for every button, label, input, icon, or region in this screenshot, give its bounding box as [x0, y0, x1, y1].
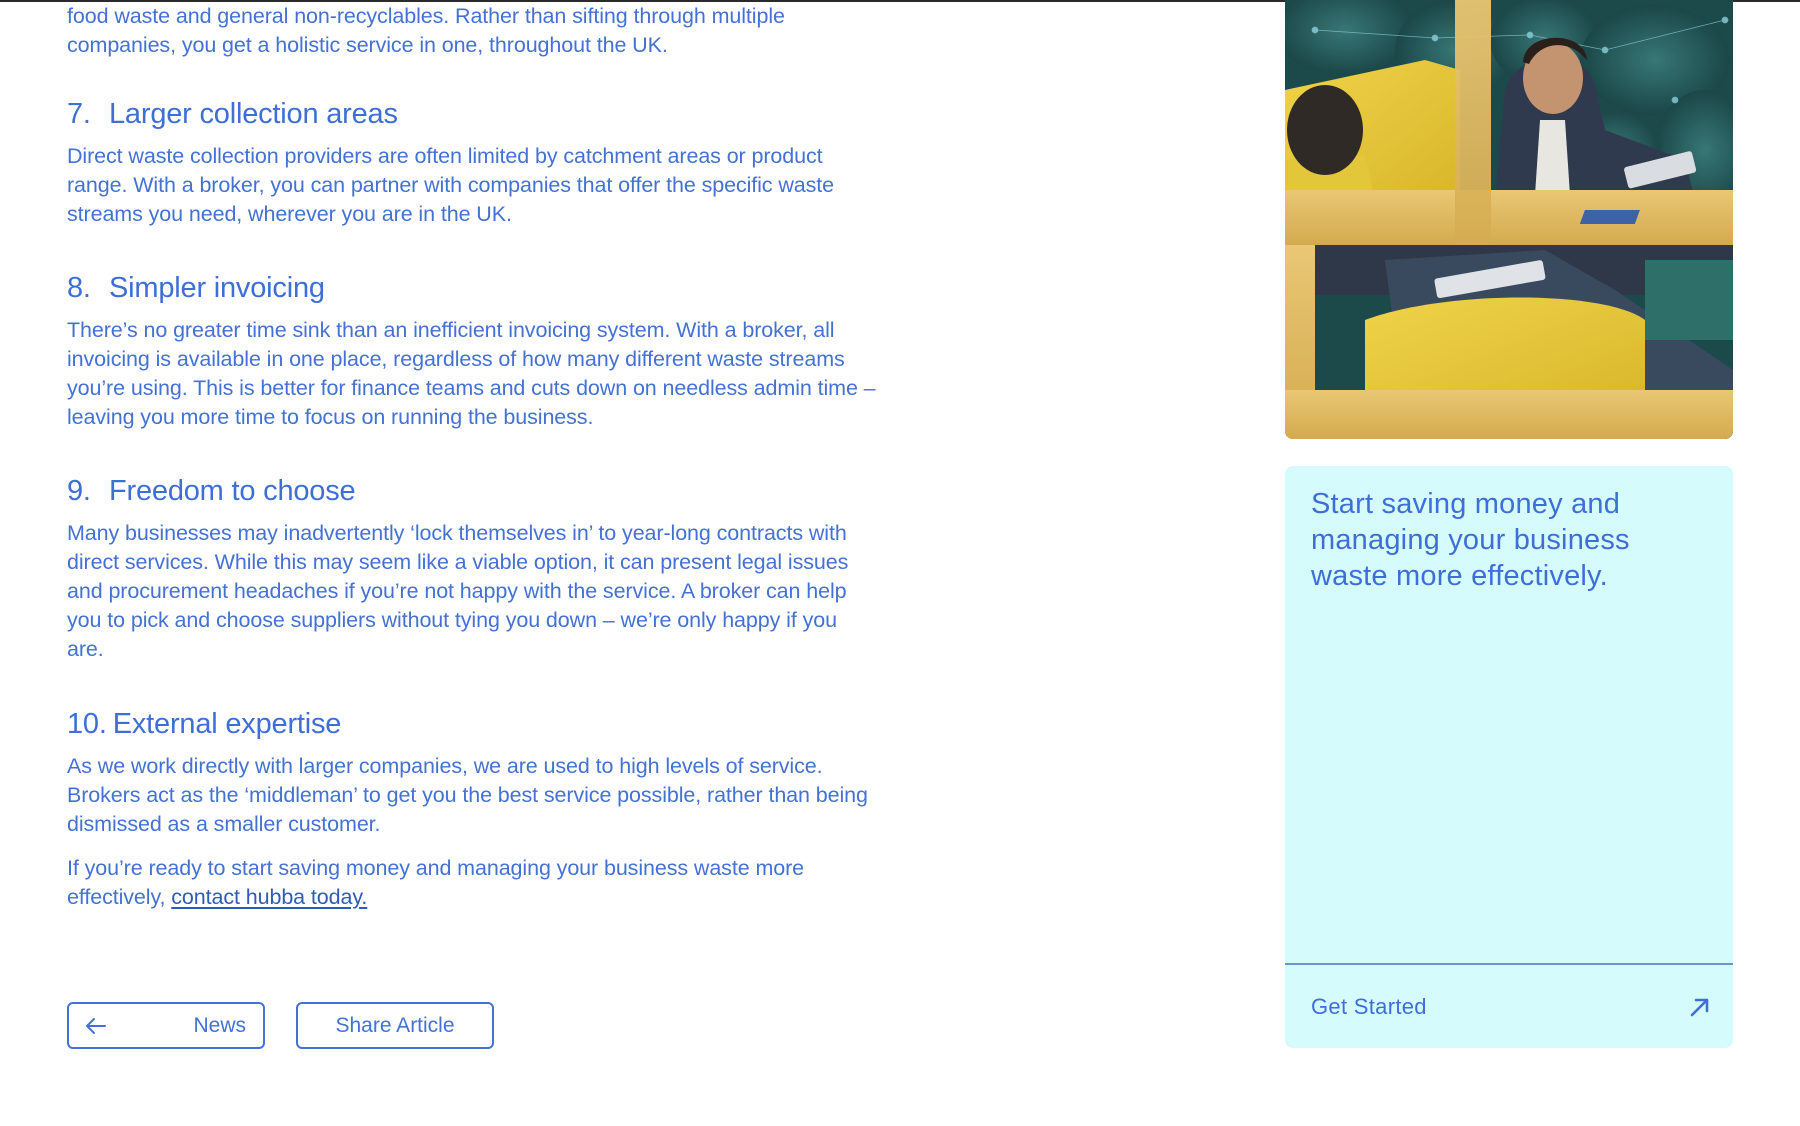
share-article-button[interactable] — [296, 1002, 494, 1049]
intro-paragraph: food waste and general non-recyclables. Rather than sifting through multiple companies, you get a holistic service in one, throughout the UK. — [67, 4, 785, 57]
section-body: As we work directly with larger companies, we are used to high levels of service. Brokers act as the ‘middleman’ to get you the best service possible, rather than being dismissed as a smaller customer. — [67, 754, 868, 836]
section-title: Freedom to choose — [109, 475, 356, 507]
share-button-label: Share Article — [335, 1013, 455, 1037]
contact-hubba-link[interactable]: contact hubba today. — [171, 885, 368, 909]
closing-text: If you’re ready to start saving money and managing your business waste more effectively, — [67, 856, 805, 909]
office-photo-illustration — [1285, 0, 1733, 439]
cta-card — [1285, 466, 1733, 1048]
section-body: Direct waste collection providers are often limited by catchment areas or product range. With a broker, you can partner with companies that offer the specific waste streams you need, wherever you are in the UK. — [67, 144, 834, 226]
section-simpler-invoicing — [67, 271, 887, 432]
section-number: 7. — [67, 98, 91, 130]
section-body: There’s no greater time sink than an inefficient invoicing system. With a broker, all invoicing is available in one place, regardless of how many different waste streams you’re using. This is better for finance teams and cuts down on needless admin time – leaving you more time to focus on running the business. — [67, 318, 876, 429]
section-heading — [67, 474, 887, 508]
section-heading — [67, 97, 887, 131]
arrow-up-right-icon — [1689, 996, 1711, 1018]
section-freedom-to-choose — [67, 474, 887, 664]
arrow-left-icon — [85, 1017, 107, 1035]
section-title: Simpler invoicing — [109, 272, 325, 304]
section-number: 9. — [67, 475, 91, 507]
get-started-link[interactable] — [1285, 965, 1733, 1048]
section-heading — [67, 271, 887, 305]
closing-paragraph — [67, 854, 872, 912]
back-to-news-button[interactable] — [67, 1002, 265, 1049]
section-title: Larger collection areas — [109, 98, 398, 130]
section-number: 8. — [67, 272, 91, 304]
section-heading — [67, 707, 887, 741]
section-larger-collection-areas — [67, 97, 887, 229]
section-number: 10. — [67, 708, 107, 740]
section-external-expertise — [67, 707, 887, 912]
get-started-label: Get Started — [1311, 993, 1427, 1019]
section-title: External expertise — [112, 708, 342, 740]
sidebar-photo — [1285, 0, 1733, 439]
section-body: Many businesses may inadvertently ‘lock themselves in’ to year-long contracts with direct services. While this may seem like a viable option, it can present legal issues and procurement headaches if you’re not happy with the service. A broker can help you to pick and choose suppliers without tying you down – we’re only happy if you are. — [67, 521, 849, 661]
cta-title: Start saving money and managing your business waste more effectively. — [1311, 488, 1630, 592]
back-button-label: News — [193, 1013, 246, 1037]
